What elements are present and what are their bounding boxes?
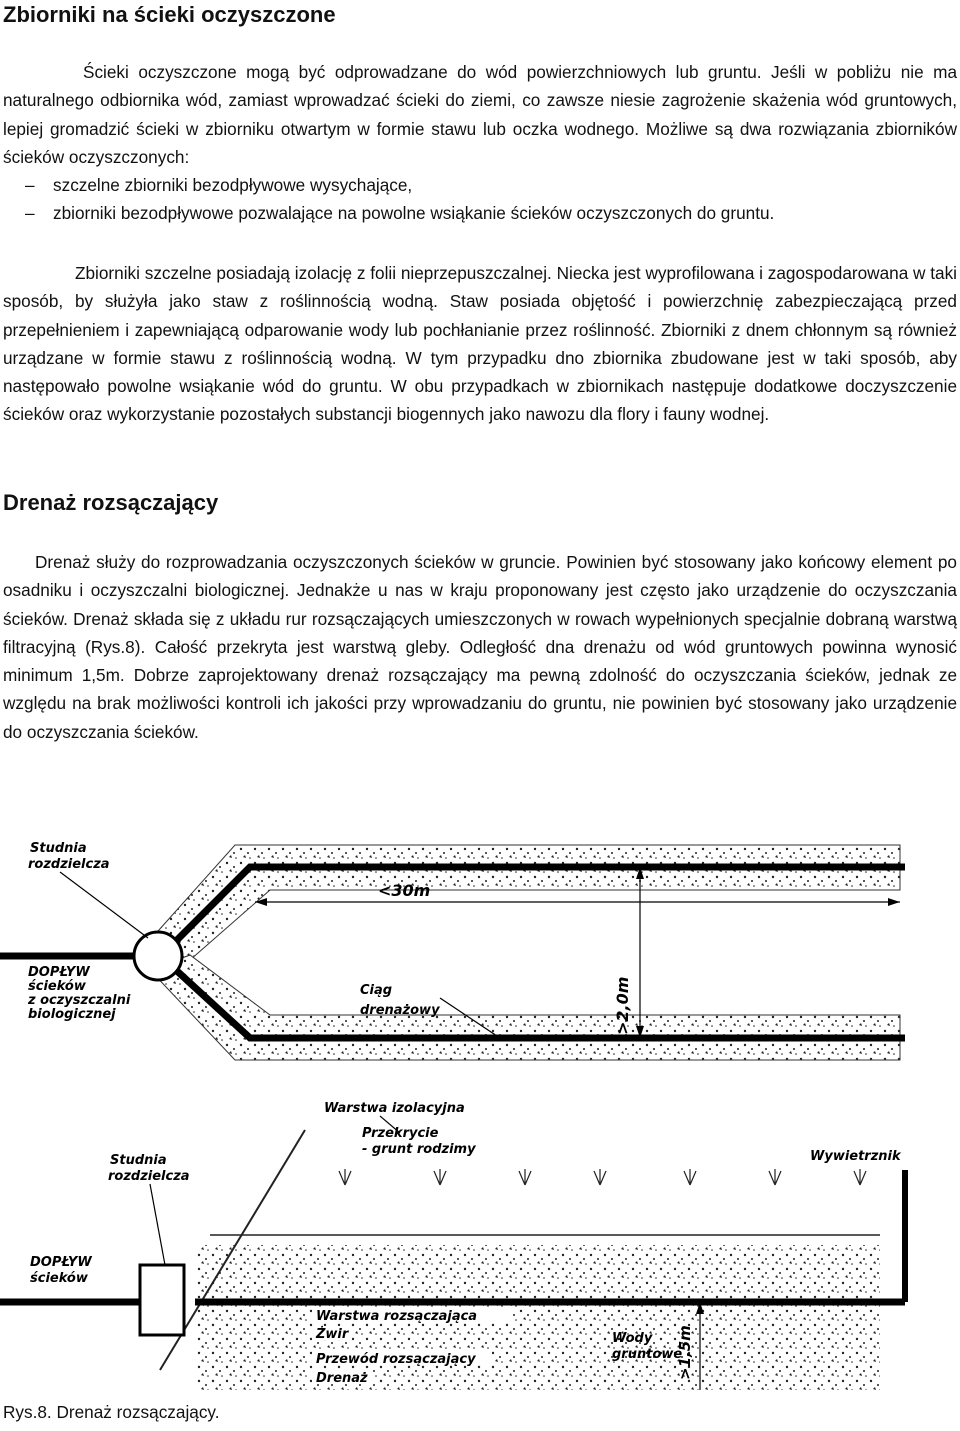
plan-view	[0, 841, 905, 1060]
doplyw-label: biologicznej	[28, 1007, 116, 1022]
section1-paragraph-1: Ścieki oczyszczone mogą być odprowadzane do wód powierzchniowych lub gruntu. Jeśli w pobliżu nie ma naturalnego odbiornika wód, zamiast wprowadzać ścieki do ziemi, co zawsze niesie zagrożenie skażenia wód gruntowych, lepiej gromadzić ścieki w zbiorniku otwartym w formie stawu lub oczka wodnego. Możliwe są dwa rozwiązania zbiorników ścieków oczyszczonych:	[3, 62, 957, 167]
drainage-figure	[0, 790, 960, 1390]
lower-trench	[150, 955, 900, 1060]
ciag-label: drenażowy	[360, 1003, 440, 1018]
gravel-label: Żwir	[316, 1327, 349, 1342]
section1-intro	[3, 58, 957, 228]
vent-label: Wywietrznik	[810, 1149, 901, 1164]
drain-label: Drenaż	[316, 1371, 368, 1386]
length-label: <30m	[378, 881, 431, 900]
section-title-zbiorniki: Zbiorniki na ścieki oczyszczone	[3, 2, 336, 27]
doplyw-label: z oczyszczalni	[28, 993, 131, 1008]
pipe-label: Przewód rozsączający	[316, 1352, 476, 1367]
groundwater-label: Wody	[612, 1331, 653, 1346]
list-item: – zbiorniki bezodpływowe pozwalające na powolne wsiąkanie ścieków oczyszczonych do gruntu.	[3, 199, 957, 227]
well-section	[140, 1265, 184, 1335]
well-label: Studnia	[110, 1153, 167, 1168]
spacing-label: >2,0m	[613, 976, 632, 1035]
figure-caption: Rys.8. Drenaż rozsączający.	[3, 1402, 220, 1422]
section2-paragraph: Drenaż służy do rozprowadzania oczyszczonych ścieków w gruncie. Powinien być stosowany jako końcowy element po osadniku i oczyszczalni biologicznej. Jednakże u nas w kraju proponowany jest często jako urządzenie do oczyszczania ścieków. Drenaż składa się z układu rur rozsączających umieszczonych w rowach wypełnionych specjalnie dobraną warstwą filtracyjną (Rys.8). Całość przekryta jest warstwą gleby. Odległość dna drenażu od wód gruntowych powinna wynosić minimum 1,5m. Dobrze zaprojektowany drenaż rozsączający ma pewną zdolność do oczyszczania ścieków, jednak ze względu na brak możliwości kontroli ich jakości przy wprowadzaniu do gruntu, nie powinien być stosowany jako urządzenie do oczyszczania ścieków.	[3, 552, 957, 742]
well-label: rozdzielcza	[108, 1169, 190, 1184]
studnia-label: Studnia	[30, 841, 87, 856]
cover-label: - grunt rodzimy	[362, 1142, 476, 1157]
inflow-label: DOPŁYW	[30, 1255, 92, 1270]
cross-section	[0, 1101, 905, 1390]
list-item: – szczelne zbiorniki bezodpływowe wysychające,	[3, 171, 957, 199]
section2-body	[3, 548, 957, 746]
distribution-well	[134, 932, 182, 980]
insulation-label: Warstwa izolacyjna	[324, 1101, 465, 1116]
inflow-label: ścieków	[30, 1271, 88, 1286]
cover-label: Przekrycie	[362, 1126, 439, 1141]
studnia-label: rozdzielcza	[28, 857, 110, 872]
section1-paragraph-2: Zbiorniki szczelne posiadają izolację z folii nieprzepuszczalnej. Niecka jest wyprofilowana i zagospodarowana w taki sposób, by służyła jako staw z roślinnością wodną. Staw posiada objętość i powierzchnię zabezpieczającą przed przepełnieniem i zapewniającą odparowanie wody lub pochłanianie przez roślinność. Zbiorniki z dnem chłonnym są również urządzane w formie stawu z roślinnością wodną. W tym przypadku dno zbiornika zbudowane jest w taki sposób, aby następowało powolne wsiąkanie wód do gruntu. W obu przypadkach w zbiornikach następuje dodatkowe doczyszczenie ścieków oraz wykorzystanie pozostałych substancji biogennych jako nawozu dla flory i fauny wodnej.	[3, 263, 957, 425]
cover-soil	[210, 1130, 880, 1250]
section1-body	[3, 259, 957, 429]
doplyw-label: DOPŁYW	[28, 965, 90, 980]
doplyw-label: ścieków	[28, 979, 86, 994]
filter-layer-label: Warstwa rozsączająca	[316, 1309, 478, 1324]
section-title-drenaz: Drenaż rozsączający	[3, 490, 219, 515]
ciag-label: Ciąg	[360, 983, 393, 998]
depth-label: >1,5m	[676, 1325, 694, 1380]
groundwater-label: gruntowe	[612, 1347, 683, 1362]
